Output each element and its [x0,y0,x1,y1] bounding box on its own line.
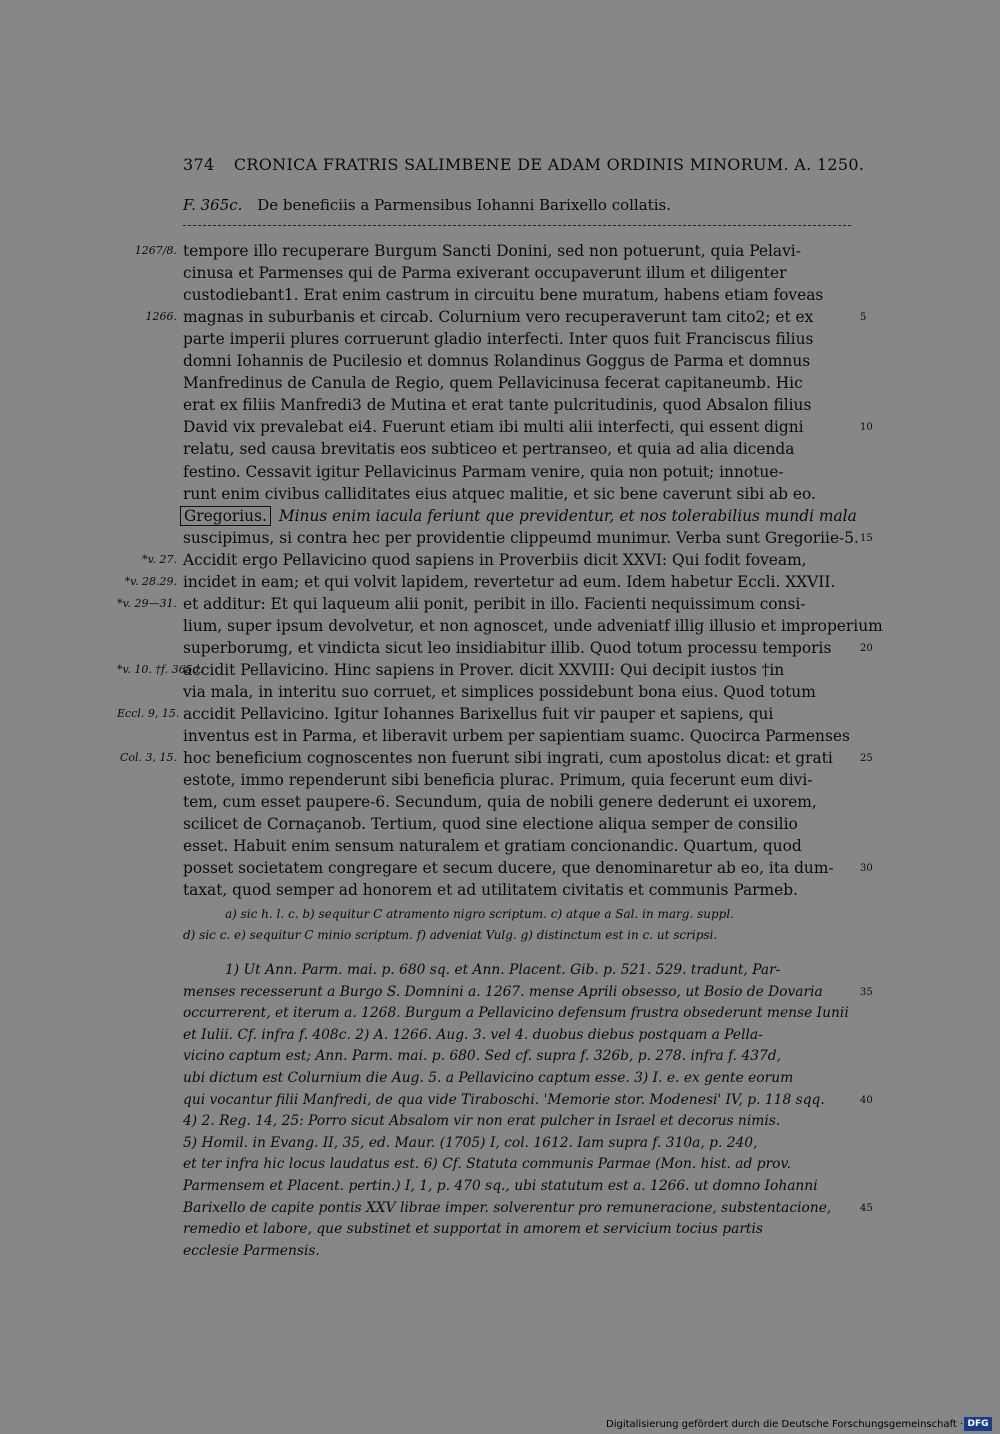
text-line: cinusa et Parmenses qui de Parma exiverant occupaverunt illum et diligenter [183,264,787,283]
text-line: suscipimus, si contra hec per providentie clippeumd munimur. Verba sunt Gregoriie-5. [183,528,859,547]
running-title: CRONICA FRATRIS SALIMBENE DE ADAM ORDINIS MINORUM. A. 1250. [233,155,865,174]
text-line: parte imperii plures corruerunt gladio interfecti. Inter quos fuit Franciscus filius [183,330,814,349]
footnote-line: occurrerent, et iterum a. 1268. Burgum a Pellavicino defensum frustra obsederunt mense Iunii [183,1005,849,1022]
line-number: 10 [860,422,873,434]
section-subheading [183,196,671,214]
line-number: 5 [860,312,867,324]
footnote-line: et Iulii. Cf. infra f. 408c. 2) A. 1266. Aug. 3. vel 4. duobus diebus postquam a Pella- [183,1026,763,1043]
line-number: 40 [860,1094,873,1106]
line-number: 45 [860,1202,873,1214]
footnote-line: Parmensem et Placent. pertin.) I, 1, p. 470 sq., ubi statutum est a. 1266. ut domno Iohanni [183,1178,818,1194]
text-line: scilicet de Cornaçanob. Tertium, quod sine electione aliqua semper de consilio [183,815,798,834]
margin-note-left: 1267/8. [134,244,177,257]
footnote-line: 4) 2. Reg. 14, 25: Porro sicut Absalom vir non erat pulcher in Israel et decorus nimis. [183,1113,781,1130]
text-line: posset societatem congregare et secum ducere, que denominaretur ab eo, ita dum- [183,859,834,878]
text-line: David vix prevalebat ei4. Fuerunt etiam ibi multi alii interfecti, qui essent digni [183,418,804,437]
text-line [180,505,857,527]
folio-ref: F. 365c. [183,196,243,214]
footnote-line: 5) Homil. in Evang. II, 35, ed. Maur. (1705) I, col. 1612. Iam supra f. 310a, p. 240, [183,1134,758,1151]
footnote-line: ubi dictum est Colurnium die Aug. 5. a Pellavicino captum esse. 3) I. e. ex gente eorum [183,1070,794,1086]
text-line: tem, cum esset paupere-6. Secundum, quia de nobili genere dederunt ei uxorem, [183,793,817,812]
text-line: magnas in suburbanis et circab. Colurnium vero recuperaverunt tam cito2; et ex [183,308,814,327]
text-line: erat ex filiis Manfredi3 de Mutina et erat tante pulcritudinis, quod Absalon filius [183,396,812,415]
line-number: 15 [860,532,873,544]
text-line: runt enim civibus calliditates eius atquec malitie, et sic bene caverunt sibi ab eo. [183,484,816,503]
text-line: inventus est in Parma, et liberavit urbem per sapientiam suamc. Quocirca Parmenses [183,727,850,746]
apparatus-line: a) sic h. l. c. b) sequitur C atramento nigro scriptum. c) atque a Sal. in marg. suppl. [225,907,734,921]
margin-note-left: *v. 27. [142,552,177,566]
digitization-credit: Digitalisierung gefördert durch die Deutsche Forschungsgemeinschaft · [606,1419,964,1430]
line-number: 35 [860,986,873,998]
margin-note-left: Col. 3, 15. [119,751,177,765]
footnote-line: et ter infra hic locus laudatus est. 6) Cf. Statuta communis Parmae (Mon. hist. ad prov. [183,1156,792,1173]
text-line-content: Minus enim iacula feriunt que previdentur, et nos tolerabilius mundi mala [278,506,857,525]
page-number: 374 [183,155,215,174]
margin-note-left: *v. 10. †f. 365d. [117,662,204,676]
text-line: taxat, quod semper ad honorem et ad utilitatem civitatis et communis Parmeb. [183,881,798,900]
text-line: incidet in eam; et qui volvit lapidem, revertetur ad eum. Idem habetur Eccli. XXVII. [183,572,836,591]
text-line: via mala, in interitu suo corruet, et simplices possidebunt bona eius. Quod totum [183,683,816,701]
text-line: accidit Pellavicino. Igitur Iohannes Barixellus fuit vir pauper et sapiens, qui [183,705,774,724]
text-line: accidit Pellavicino. Hinc sapiens in Prover. dicit XXVIII: Qui decipit iustos †in [183,660,785,679]
text-line: custodiebant1. Erat enim castrum in circuitu bene muratum, habens etiam foveas [183,286,824,305]
text-line: tempore illo recuperare Burgum Sancti Donini, sed non potuerunt, quia Pelavi- [183,242,801,260]
dfg-logo: DFG [964,1417,992,1431]
line-number: 30 [860,863,873,875]
text-line: superborumg, et vindicta sicut leo insidiabitur illib. Quod totum processu temporis [183,638,832,657]
line-number: 20 [860,642,873,654]
text-line: estote, immo rependerunt sibi beneficia plurac. Primum, quia fecerunt eum divi- [183,771,813,790]
section-title: De beneficiis a Parmensibus Iohanni Barixello collatis. [257,196,671,214]
text-line: et additur: Et qui laqueum alii ponit, peribit in illo. Facienti nequissimum consi- [183,594,806,613]
margin-note-left: 1266. [145,310,177,324]
footnote-line: remedio et labore, que substinet et supportat in amorem et servicium tocius partis [183,1221,763,1238]
text-line: relatu, sed causa brevitatis eos subticeo et pertranseo, et quia ad alia dicenda [183,440,795,459]
boxed-marginal-word: Gregorius. [180,506,271,526]
footnote-line: Barixello de capite pontis XXV librae imper. solverentur pro remuneracione, substentacione, [183,1199,832,1216]
footnote-line: 1) Ut Ann. Parm. mai. p. 680 sq. et Ann. Placent. Gib. p. 521. 529. tradunt, Par- [225,962,781,978]
text-line: lium, super ipsum devolvetur, et non agnoscet, unde adveniatf illig illusio et improperium [183,616,883,635]
footnote-line: vicino captum est; Ann. Parm. mai. p. 680. Sed cf. supra f. 326b, p. 278. infra f. 437d, [183,1048,782,1065]
footnote-line: ecclesie Parmensis. [183,1242,320,1259]
text-line: domni Iohannis de Pucilesio et domnus Rolandinus Goggus de Parma et domnus [183,352,811,371]
running-header [183,155,864,174]
apparatus-line: d) sic c. e) sequitur C minio scriptum. f) adveniat Vulg. g) distinctum est in c. ut scripsi. [183,928,718,942]
footnote-line: qui vocantur filii Manfredi, de qua vide Tiraboschi. 'Memorie stor. Modenesi' IV, p. 118 sqq. [183,1091,825,1108]
margin-note-left: *v. 28.29. [124,574,177,588]
footnote-line: menses recesserunt a Burgo S. Domnini a. 1267. mense Aprili obsesso, ut Bosio de Dovaria [183,983,823,1000]
margin-note-left: Eccl. 9, 15. [117,707,180,721]
text-line: hoc beneficium cognoscentes non fuerunt sibi ingrati, cum apostolus dicat: et grati [183,749,833,768]
text-line: Manfredinus de Canula de Regio, quem Pellavicinusa fecerat capitaneumb. Hic [183,374,803,393]
line-number: 25 [860,753,873,765]
header-rule [183,225,851,226]
margin-note-left: *v. 29—31. [117,596,177,610]
text-line: esset. Habuit enim sensum naturalem et gratiam concionandic. Quartum, quod [183,837,802,856]
text-line: Accidit ergo Pellavicino quod sapiens in Proverbiis dicit XXVI: Qui fodit foveam, [183,550,807,569]
text-line: festino. Cessavit igitur Pellavicinus Parmam venire, quia non potuit; innotue- [183,462,784,481]
